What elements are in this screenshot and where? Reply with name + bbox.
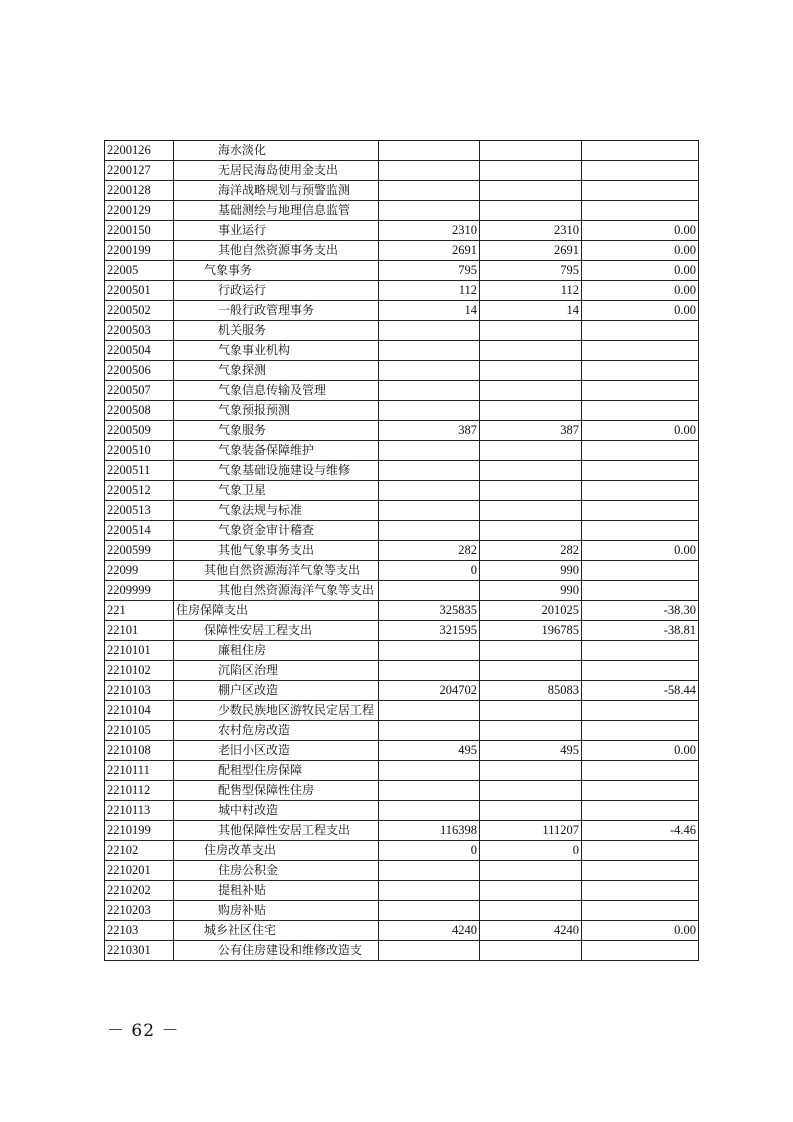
cell-name: 气象卫星 [174,481,379,501]
table-row [105,641,699,661]
table-row [105,281,699,301]
cell-value-2: 990 [480,581,582,601]
cell-change-pct: -58.44 [582,681,699,701]
cell-name: 机关服务 [174,321,379,341]
cell-name: 配租型住房保障 [174,761,379,781]
cell-value-1: 2310 [379,221,480,241]
cell-value-2: 196785 [480,621,582,641]
table-row [105,201,699,221]
cell-change-pct [582,381,699,401]
cell-name: 保障性安居工程支出 [174,621,379,641]
cell-value-1 [379,381,480,401]
cell-name: 其他保障性安居工程支出 [174,821,379,841]
cell-value-1: 282 [379,541,480,561]
cell-name: 老旧小区改造 [174,741,379,761]
cell-code: 2210203 [105,901,174,921]
cell-code: 2200506 [105,361,174,381]
cell-value-2 [480,481,582,501]
cell-value-1 [379,641,480,661]
cell-name: 气象预报预测 [174,401,379,421]
cell-value-1 [379,941,480,961]
page-number: － 62 － [107,1021,180,1041]
cell-value-2 [480,321,582,341]
cell-value-2 [480,141,582,161]
cell-change-pct [582,441,699,461]
table-row [105,521,699,541]
cell-value-1 [379,881,480,901]
cell-value-1: 2691 [379,241,480,261]
cell-value-2 [480,721,582,741]
cell-value-1 [379,441,480,461]
cell-name: 气象探测 [174,361,379,381]
cell-value-1: 795 [379,261,480,281]
cell-change-pct [582,581,699,601]
cell-code: 2200127 [105,161,174,181]
cell-value-2 [480,941,582,961]
cell-value-1 [379,581,480,601]
table-row [105,361,699,381]
table-row [105,401,699,421]
cell-change-pct: 0.00 [582,241,699,261]
cell-change-pct: 0.00 [582,221,699,241]
cell-value-2 [480,781,582,801]
cell-value-2: 111207 [480,821,582,841]
cell-code: 2210199 [105,821,174,841]
cell-name: 一般行政管理事务 [174,301,379,321]
cell-change-pct: -4.46 [582,821,699,841]
cell-value-2 [480,161,582,181]
cell-code: 22099 [105,561,174,581]
cell-name: 气象服务 [174,421,379,441]
cell-code: 2200502 [105,301,174,321]
cell-change-pct: -38.30 [582,601,699,621]
cell-name: 气象基础设施建设与维修 [174,461,379,481]
cell-name: 气象装备保障维护 [174,441,379,461]
cell-code: 221 [105,601,174,621]
table-row [105,601,699,621]
cell-value-2 [480,701,582,721]
budget-table [104,140,699,961]
cell-change-pct [582,641,699,661]
table-row [105,841,699,861]
table-row [105,621,699,641]
table-row [105,781,699,801]
cell-change-pct [582,141,699,161]
cell-code: 2200599 [105,541,174,561]
table-row [105,501,699,521]
cell-code: 2200514 [105,521,174,541]
cell-name: 其他气象事务支出 [174,541,379,561]
cell-change-pct [582,561,699,581]
cell-change-pct: 0.00 [582,261,699,281]
cell-name: 其他自然资源事务支出 [174,241,379,261]
cell-value-1 [379,781,480,801]
table-row [105,921,699,941]
cell-change-pct [582,181,699,201]
cell-value-1: 4240 [379,921,480,941]
cell-value-1 [379,341,480,361]
cell-change-pct [582,161,699,181]
cell-value-1 [379,201,480,221]
cell-change-pct [582,661,699,681]
cell-name: 少数民族地区游牧民定居工程 [174,701,379,721]
table-row [105,421,699,441]
cell-value-1 [379,721,480,741]
table-row [105,541,699,561]
cell-value-1 [379,521,480,541]
cell-code: 2210102 [105,661,174,681]
cell-name: 气象信息传输及管理 [174,381,379,401]
cell-code: 2210113 [105,801,174,821]
cell-name: 城乡社区住宅 [174,921,379,941]
cell-name: 提租补贴 [174,881,379,901]
cell-change-pct [582,761,699,781]
cell-code: 2210202 [105,881,174,901]
cell-name: 购房补贴 [174,901,379,921]
cell-code: 2200508 [105,401,174,421]
cell-value-1: 495 [379,741,480,761]
cell-value-2 [480,801,582,821]
cell-code: 2210101 [105,641,174,661]
table-row [105,441,699,461]
cell-name: 海洋战略规划与预警监测 [174,181,379,201]
cell-name: 棚户区改造 [174,681,379,701]
cell-code: 2200129 [105,201,174,221]
cell-value-1: 0 [379,841,480,861]
cell-change-pct [582,201,699,221]
table-row [105,341,699,361]
cell-change-pct [582,841,699,861]
cell-code: 2210105 [105,721,174,741]
cell-value-1: 112 [379,281,480,301]
cell-name: 气象资金审计稽查 [174,521,379,541]
table-row [105,761,699,781]
table-row [105,381,699,401]
table-row [105,301,699,321]
cell-code: 2200507 [105,381,174,401]
cell-value-2 [480,441,582,461]
cell-name: 海水淡化 [174,141,379,161]
cell-name: 行政运行 [174,281,379,301]
table-row [105,141,699,161]
cell-value-1: 116398 [379,821,480,841]
cell-code: 2200128 [105,181,174,201]
cell-value-1 [379,661,480,681]
cell-change-pct: -38.81 [582,621,699,641]
cell-value-1 [379,141,480,161]
cell-value-2: 2691 [480,241,582,261]
table-row [105,481,699,501]
table-row [105,861,699,881]
cell-name: 其他自然资源海洋气象等支出 [174,561,379,581]
cell-change-pct [582,321,699,341]
cell-code: 2209999 [105,581,174,601]
cell-code: 2210104 [105,701,174,721]
cell-value-2: 990 [480,561,582,581]
cell-change-pct [582,501,699,521]
cell-change-pct [582,361,699,381]
cell-code: 2200512 [105,481,174,501]
cell-code: 2200509 [105,421,174,441]
cell-code: 2210301 [105,941,174,961]
cell-value-2: 2310 [480,221,582,241]
cell-value-1 [379,861,480,881]
cell-value-2 [480,521,582,541]
cell-name: 配售型保障性住房 [174,781,379,801]
cell-change-pct [582,341,699,361]
cell-value-2 [480,341,582,361]
cell-name: 其他自然资源海洋气象等支出 [174,581,379,601]
cell-code: 2200510 [105,441,174,461]
cell-name: 城中村改造 [174,801,379,821]
table-row [105,461,699,481]
table-row [105,661,699,681]
cell-value-2 [480,401,582,421]
cell-code: 22102 [105,841,174,861]
cell-code: 2200501 [105,281,174,301]
cell-value-1: 387 [379,421,480,441]
cell-value-1 [379,161,480,181]
cell-value-2 [480,181,582,201]
cell-change-pct: 0.00 [582,281,699,301]
cell-value-1 [379,801,480,821]
table-row [105,721,699,741]
cell-change-pct [582,401,699,421]
table-row [105,821,699,841]
table-body [105,141,699,961]
cell-value-2 [480,661,582,681]
table-row [105,741,699,761]
cell-change-pct: 0.00 [582,741,699,761]
cell-value-1 [379,321,480,341]
cell-name: 基础测绘与地理信息监管 [174,201,379,221]
cell-code: 2210111 [105,761,174,781]
cell-change-pct [582,781,699,801]
cell-name: 气象事务 [174,261,379,281]
cell-value-2 [480,361,582,381]
table-row [105,801,699,821]
cell-value-1 [379,401,480,421]
cell-value-2 [480,501,582,521]
cell-code: 2200504 [105,341,174,361]
cell-code: 22005 [105,261,174,281]
cell-value-2 [480,201,582,221]
cell-change-pct [582,481,699,501]
cell-value-2: 201025 [480,601,582,621]
cell-value-2: 14 [480,301,582,321]
cell-value-1: 321595 [379,621,480,641]
cell-change-pct [582,721,699,741]
table-row [105,241,699,261]
cell-value-1 [379,761,480,781]
cell-value-2 [480,641,582,661]
cell-code: 22101 [105,621,174,641]
cell-value-2: 0 [480,841,582,861]
cell-change-pct: 0.00 [582,921,699,941]
cell-name: 无居民海岛使用金支出 [174,161,379,181]
cell-value-2: 795 [480,261,582,281]
cell-name: 住房保障支出 [174,601,379,621]
table-row [105,161,699,181]
table-row [105,261,699,281]
cell-value-2: 4240 [480,921,582,941]
cell-code: 2210103 [105,681,174,701]
cell-value-2 [480,901,582,921]
cell-code: 2200513 [105,501,174,521]
cell-value-1: 204702 [379,681,480,701]
cell-value-1 [379,181,480,201]
table-row [105,901,699,921]
cell-name: 住房公积金 [174,861,379,881]
cell-value-2 [480,461,582,481]
cell-value-2: 387 [480,421,582,441]
cell-name: 气象事业机构 [174,341,379,361]
table-row [105,321,699,341]
cell-value-2: 495 [480,741,582,761]
cell-value-2 [480,881,582,901]
cell-name: 事业运行 [174,221,379,241]
table-row [105,561,699,581]
cell-value-2: 85083 [480,681,582,701]
table-row [105,581,699,601]
cell-name: 公有住房建设和维修改造支 [174,941,379,961]
cell-change-pct [582,901,699,921]
cell-code: 22103 [105,921,174,941]
cell-code: 2210201 [105,861,174,881]
cell-change-pct [582,861,699,881]
cell-value-1: 0 [379,561,480,581]
cell-name: 农村危房改造 [174,721,379,741]
cell-value-1 [379,481,480,501]
cell-value-1: 325835 [379,601,480,621]
cell-value-1: 14 [379,301,480,321]
cell-change-pct [582,881,699,901]
cell-code: 2200126 [105,141,174,161]
cell-change-pct [582,701,699,721]
cell-value-2: 112 [480,281,582,301]
table-row [105,221,699,241]
table-row [105,881,699,901]
cell-change-pct [582,801,699,821]
cell-code: 2210108 [105,741,174,761]
cell-code: 2200511 [105,461,174,481]
cell-value-2 [480,381,582,401]
table-row [105,941,699,961]
table-row [105,181,699,201]
cell-value-1 [379,501,480,521]
cell-change-pct [582,941,699,961]
cell-name: 廉租住房 [174,641,379,661]
cell-change-pct [582,461,699,481]
cell-value-1 [379,361,480,381]
cell-change-pct: 0.00 [582,421,699,441]
cell-value-1 [379,701,480,721]
table-row [105,701,699,721]
cell-code: 2200503 [105,321,174,341]
cell-value-1 [379,901,480,921]
cell-value-2: 282 [480,541,582,561]
table-row [105,681,699,701]
cell-value-1 [379,461,480,481]
cell-name: 住房改革支出 [174,841,379,861]
cell-change-pct [582,521,699,541]
cell-name: 沉陷区治理 [174,661,379,681]
cell-code: 2200199 [105,241,174,261]
cell-change-pct: 0.00 [582,541,699,561]
cell-change-pct: 0.00 [582,301,699,321]
cell-name: 气象法规与标准 [174,501,379,521]
cell-value-2 [480,761,582,781]
cell-code: 2210112 [105,781,174,801]
cell-value-2 [480,861,582,881]
cell-code: 2200150 [105,221,174,241]
